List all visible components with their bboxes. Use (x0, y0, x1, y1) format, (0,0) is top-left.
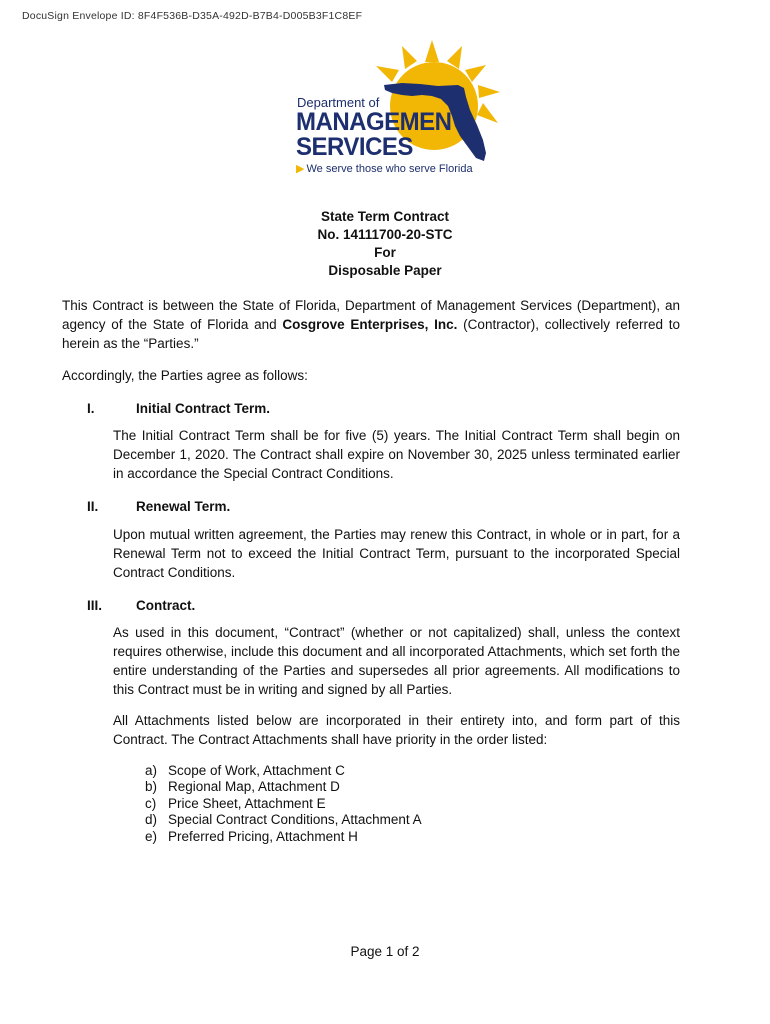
title-line-3: For (374, 245, 396, 260)
list-item-text: Preferred Pricing, Attachment H (168, 828, 358, 844)
section-paragraph: As used in this document, “Contract” (whether or not capitalized) shall, unless the context requires otherwise, include this document and all incorporated Attachments, which set forth the entire understanding of the Parties and supersedes all prior agreements. All modifications to this Contract must be in writing and signed by all Parties. (113, 625, 680, 697)
list-marker: e) (145, 828, 158, 844)
contract-title (0, 208, 770, 280)
intro-text-2: (Contractor), collectively referred to herein as the “Parties.” (62, 317, 680, 351)
section-heading (87, 401, 270, 416)
logo-services: SERVICES (296, 133, 413, 162)
list-item-text: Special Contract Conditions, Attachment A (168, 812, 422, 828)
list-item-text: Scope of Work, Attachment C (168, 763, 345, 778)
section-paragraph: All Attachments listed below are incorporated in their entirety into, and form part of this Contract. The Contract Attachments shall have priority in the order listed: (113, 713, 680, 747)
list-marker: b) (145, 779, 158, 795)
docusign-envelope-id: DocuSign Envelope ID: 8F4F536B-D35A-492D-B7B4-D005B3F1C8EF (22, 10, 363, 22)
title-line-4: Disposable Paper (328, 263, 442, 278)
accordingly-paragraph: Accordingly, the Parties agree as follows: (62, 368, 308, 383)
list-item-text: Regional Map, Attachment D (168, 779, 340, 795)
logo-management: MANAGEMENT (296, 108, 466, 137)
list-marker: c) (145, 795, 157, 811)
list-marker: d) (145, 812, 158, 828)
section-number: I. (87, 401, 95, 416)
section-title: Initial Contract Term. (136, 401, 271, 416)
section-title: Contract. (136, 598, 196, 613)
dms-logo (290, 40, 510, 180)
page-number: Page 1 of 2 (350, 944, 420, 959)
list-marker: a) (145, 763, 158, 778)
section-paragraph: The Initial Contract Term shall be for five (5) years. The Initial Contract Term shall begin on December 1, 2020. The Contract shall expire on November 30, 2025 unless terminated earlier in accordance the Special Contract Conditions. (113, 428, 680, 481)
logo-tagline-text: We serve those who serve Florida (306, 163, 473, 175)
section-number: II. (87, 499, 99, 514)
contractor-name: Cosgrove Enterprises, Inc. (282, 317, 458, 332)
section-heading (87, 598, 195, 613)
intro-paragraph (62, 296, 680, 353)
logo-department-of: Department of (297, 95, 380, 110)
list-item (145, 779, 422, 795)
section-title: Renewal Term. (136, 499, 231, 514)
section-paragraph: Upon mutual written agreement, the Parties may renew this Contract, in whole or in part, for a Renewal Term not to exceed the Initial Contract Term, pursuant to the incorporated Special Contract Conditions. (113, 527, 680, 580)
list-item (145, 796, 422, 812)
section-heading (87, 499, 230, 514)
title-line-2: No. 14111700-20-STC (317, 227, 453, 242)
attachment-list (145, 763, 422, 845)
section-number: III. (87, 598, 103, 613)
list-item (145, 829, 422, 845)
logo-tagline (296, 162, 473, 175)
list-item (145, 812, 422, 828)
triangle-play-icon: ▶ (296, 163, 305, 175)
title-line-1: State Term Contract (320, 209, 450, 224)
list-item-text: Price Sheet, Attachment E (168, 795, 326, 811)
list-item (145, 763, 422, 779)
intro-text-1: This Contract is between the State of Florida, Department of Management Services (Department), an agency of the State of Florida and (62, 298, 680, 332)
